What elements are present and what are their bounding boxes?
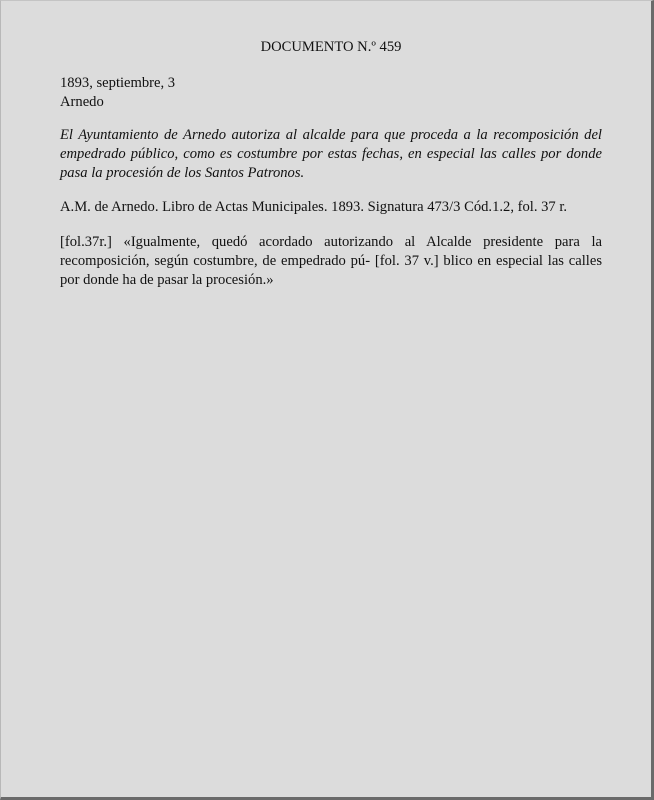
document-place: Arnedo — [60, 94, 104, 110]
document-summary: El Ayuntamiento de Arnedo autoriza al alcalde para que proceda a la recomposición del empedrado público, como es costumbre por estas fechas, en especial las calles por donde pasa la procesión de los Santos Patronos. — [60, 127, 602, 181]
document-source: A.M. de Arnedo. Libro de Actas Municipales. 1893. Signatura 473/3 Cód.1.2, fol. 37 r. — [60, 199, 568, 215]
document-transcription: [fol.37r.] «Igualmente, quedó acordado autorizando al Alcalde presidente para la recomposición, según costumbre, de empedrado pú- [fol. 37 v.] blico en especial las calles por donde ha de pasar la procesión.» — [60, 234, 602, 288]
document-title: DOCUMENTO N.º 459 — [260, 39, 402, 55]
document-date: 1893, septiembre, 3 — [60, 75, 176, 91]
